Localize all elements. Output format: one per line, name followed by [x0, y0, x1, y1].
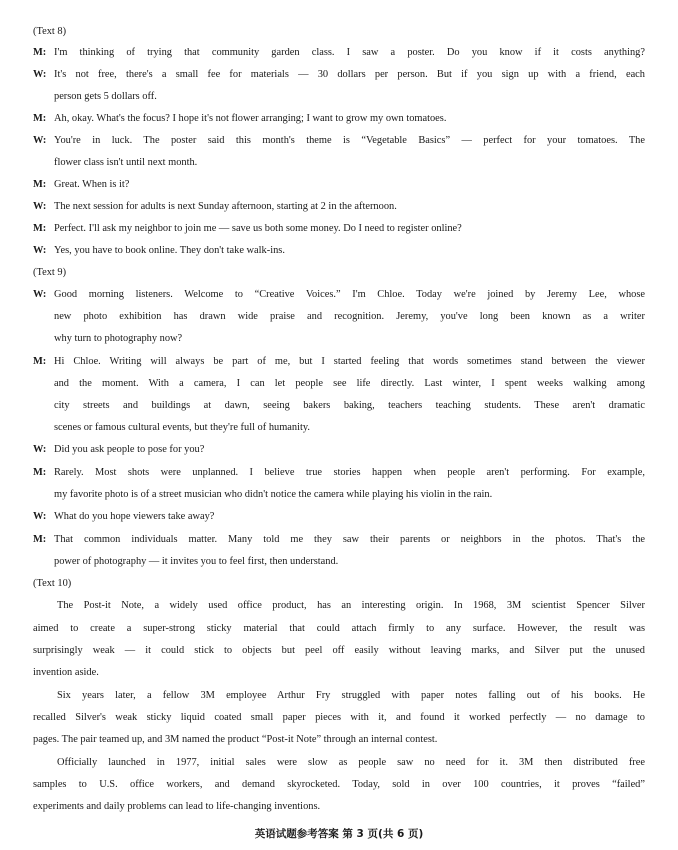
speaker-label: W:: [33, 245, 47, 256]
dialogue-text: It's not free, there's a small fee for materials — 30 dollars per person. But if you sign up with a friend, each: [54, 69, 645, 80]
dialogue-text: What do you hope viewers take away?: [54, 511, 215, 522]
speaker-label: W:: [33, 289, 47, 300]
dialogue-text: Good morning listeners. Welcome to “Creative Voices.” I'm Chloe. Today we're joined by Jeremy Lee, whose: [54, 289, 645, 300]
speaker-label: M:: [33, 467, 47, 478]
dialogue-continuation: new photo exhibition has drawn wide praise and recognition. Jeremy, you've long been known as a writer: [54, 311, 645, 322]
dialogue-line: [33, 355, 645, 369]
dialogue-continuation: power of photography — it invites you to feel first, then understand.: [54, 556, 339, 567]
speaker-label: W:: [33, 444, 47, 455]
speaker-label: W:: [33, 135, 47, 146]
dialogue-continuation: flower class isn't until next month.: [54, 157, 198, 168]
passage-line: invention aside.: [33, 667, 99, 678]
passage-line: The Post-it Note, a widely used office product, has an interesting origin. In 1968, 3M scientist Spencer Silver: [57, 600, 645, 611]
dialogue-line: [33, 46, 645, 60]
speaker-label: M:: [33, 534, 47, 545]
passage-line: pages. The pair teamed up, and 3M named the product “Post-it Note” through an internal contest.: [33, 734, 438, 745]
text10-heading: (Text 10): [33, 578, 72, 589]
text9-heading: (Text 9): [33, 267, 67, 278]
passage-line: samples to U.S. office workers, and demand skyrocketed. Today, sold in over 100 countries, it proves “failed”: [33, 779, 645, 790]
passage-line: Officially launched in 1977, initial sales were slow as people saw no need for it. 3M then distributed free: [57, 757, 645, 768]
dialogue-line: [33, 200, 645, 214]
page-footer: 英语试题参考答案 第 3 页(共 6 页): [254, 828, 424, 840]
passage-line: experiments and daily problems can lead to life-changing inventions.: [33, 801, 321, 812]
speaker-label: M:: [33, 223, 47, 234]
dialogue-line: [33, 222, 645, 236]
dialogue-text: That common individuals matter. Many told me they saw their parents or neighbors in the photos. That's the: [54, 534, 645, 545]
text8-heading: (Text 8): [33, 26, 67, 37]
dialogue-line: [33, 510, 645, 524]
dialogue-text: Yes, you have to book online. They don't take walk-ins.: [54, 245, 285, 256]
dialogue-text: Perfect. I'll ask my neighbor to join me — save us both some money. Do I need to register online?: [54, 223, 462, 234]
dialogue-continuation: and the moment. With a camera, I can let people see life directly. Last winter, I spent weeks walking among: [54, 378, 645, 389]
speaker-label: W:: [33, 201, 47, 212]
dialogue-line: [33, 466, 645, 480]
dialogue-text: You're in luck. The poster said this month's theme is “Vegetable Basics” — perfect for your tomatoes. The: [54, 135, 645, 146]
passage-line: recalled Silver's weak sticky liquid coated small paper pieces with it, and found it worked perfectly — no damage to: [33, 712, 645, 723]
dialogue-text: I'm thinking of trying that community garden class. I saw a poster. Do you know if it costs anything?: [54, 47, 645, 58]
passage-line: surprisingly weak — it could stick to objects but peel off easily without leaving marks, and Silver put the unused: [33, 645, 645, 656]
dialogue-continuation: city streets and buildings at dawn, seeing bakers baking, teachers teaching students. These aren't dramatic: [54, 400, 645, 411]
speaker-label: M:: [33, 47, 47, 58]
dialogue-text: The next session for adults is next Sunday afternoon, starting at 2 in the afternoon.: [54, 201, 397, 212]
dialogue-line: [33, 533, 645, 547]
speaker-label: M:: [33, 356, 47, 367]
dialogue-line: [33, 288, 645, 302]
dialogue-line: [33, 178, 645, 192]
dialogue-text: Did you ask people to pose for you?: [54, 444, 205, 455]
dialogue-text: Hi Chloe. Writing will always be part of me, but I started feeling that words sometimes stand between the viewer: [54, 356, 645, 367]
dialogue-text: Ah, okay. What's the focus? I hope it's not flower arranging; I want to grow my own tomatoes.: [54, 113, 447, 124]
passage-line: Six years later, a fellow 3M employee Arthur Fry struggled with paper notes falling out of his books. He: [57, 690, 645, 701]
dialogue-line: [33, 443, 645, 457]
dialogue-text: Rarely. Most shots were unplanned. I believe true stories happen when people aren't performing. For example,: [54, 467, 645, 478]
speaker-label: W:: [33, 511, 47, 522]
speaker-label: W:: [33, 69, 47, 80]
speaker-label: M:: [33, 113, 47, 124]
dialogue-continuation: my favorite photo is of a street musician who didn't notice the camera while playing his violin in the rain.: [54, 489, 493, 500]
dialogue-line: [33, 112, 645, 126]
dialogue-continuation: scenes or famous cultural events, but they're full of humanity.: [54, 422, 310, 433]
dialogue-line: [33, 134, 645, 148]
speaker-label: M:: [33, 179, 47, 190]
dialogue-continuation: person gets 5 dollars off.: [54, 91, 157, 102]
dialogue-continuation: why turn to photography now?: [54, 333, 183, 344]
dialogue-line: [33, 68, 645, 82]
passage-line: aimed to create a super-strong sticky material that could attach firmly to any surface. However, the result was: [33, 623, 645, 634]
dialogue-line: [33, 244, 645, 258]
dialogue-text: Great. When is it?: [54, 179, 130, 190]
